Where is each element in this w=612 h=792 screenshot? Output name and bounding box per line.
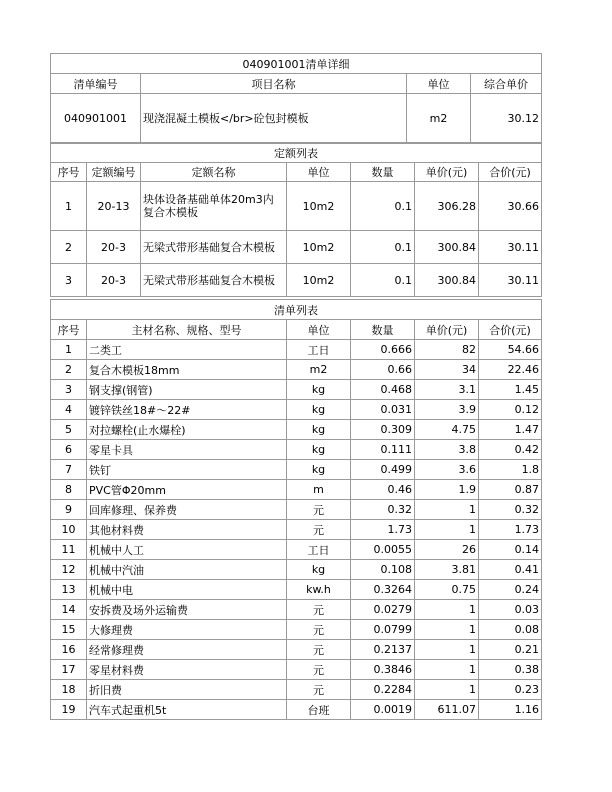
material-price: 1.9 [415, 480, 479, 500]
material-unit: kg [287, 440, 351, 460]
table-row [51, 460, 542, 480]
material-no: 4 [51, 400, 87, 420]
bill-price: 30.12 [471, 94, 542, 143]
material-price: 1 [415, 600, 479, 620]
material-no: 17 [51, 660, 87, 680]
quota-table [50, 143, 542, 297]
quota-qty: 0.1 [351, 231, 415, 264]
material-unit: 元 [287, 640, 351, 660]
bill-title: 040901001清单详细 [51, 54, 542, 74]
material-unit: 工日 [287, 340, 351, 360]
material-price: 3.6 [415, 460, 479, 480]
quota-header-code: 定额编号 [87, 163, 141, 182]
table-row [51, 360, 542, 380]
material-price: 611.07 [415, 700, 479, 720]
material-price: 3.81 [415, 560, 479, 580]
material-qty: 0.2284 [351, 680, 415, 700]
materials-body [51, 340, 542, 720]
material-price: 0.75 [415, 580, 479, 600]
material-total: 0.12 [479, 400, 542, 420]
material-no: 12 [51, 560, 87, 580]
material-no: 18 [51, 680, 87, 700]
header-bill-code: 清单编号 [51, 74, 141, 94]
material-qty: 0.499 [351, 460, 415, 480]
material-name: 复合木模板18mm [87, 360, 287, 380]
table-row [51, 480, 542, 500]
quota-no: 2 [51, 231, 87, 264]
material-no: 2 [51, 360, 87, 380]
material-unit: 台班 [287, 700, 351, 720]
material-price: 1 [415, 680, 479, 700]
material-no: 7 [51, 460, 87, 480]
material-name: 机械中人工 [87, 540, 287, 560]
quota-no: 3 [51, 264, 87, 297]
material-unit: 元 [287, 520, 351, 540]
material-no: 13 [51, 580, 87, 600]
material-price: 1 [415, 660, 479, 680]
material-qty: 0.3846 [351, 660, 415, 680]
material-name: 铁钉 [87, 460, 287, 480]
material-name: 回库修理、保养费 [87, 500, 287, 520]
material-name: 镀锌铁丝18#～22# [87, 400, 287, 420]
material-price: 1 [415, 620, 479, 640]
materials-header-unit: 单位 [287, 320, 351, 340]
material-no: 14 [51, 600, 87, 620]
quota-total: 30.66 [479, 182, 542, 231]
table-row [51, 540, 542, 560]
material-price: 3.8 [415, 440, 479, 460]
material-name: 安拆费及场外运输费 [87, 600, 287, 620]
material-total: 0.21 [479, 640, 542, 660]
material-total: 1.8 [479, 460, 542, 480]
material-no: 8 [51, 480, 87, 500]
material-name: 机械中电 [87, 580, 287, 600]
material-name: 二类工 [87, 340, 287, 360]
quota-price: 300.84 [415, 264, 479, 297]
material-total: 0.23 [479, 680, 542, 700]
material-qty: 0.468 [351, 380, 415, 400]
table-row [51, 182, 542, 231]
material-name: 汽车式起重机5t [87, 700, 287, 720]
material-total: 1.47 [479, 420, 542, 440]
material-qty: 0.0055 [351, 540, 415, 560]
material-unit: 元 [287, 620, 351, 640]
table-row [51, 600, 542, 620]
material-name: 大修理费 [87, 620, 287, 640]
table-row [51, 640, 542, 660]
bill-unit: m2 [407, 94, 471, 143]
material-unit: 元 [287, 660, 351, 680]
quota-name: 块体设备基础单体20m3内复合木模板 [141, 182, 287, 231]
table-row [51, 560, 542, 580]
material-total: 0.38 [479, 660, 542, 680]
material-unit: m2 [287, 360, 351, 380]
material-unit: kg [287, 420, 351, 440]
table-row [51, 380, 542, 400]
table-row [51, 400, 542, 420]
table-row [51, 420, 542, 440]
material-no: 9 [51, 500, 87, 520]
materials-title: 清单列表 [51, 300, 542, 320]
materials-header-qty: 数量 [351, 320, 415, 340]
material-name: 经常修理费 [87, 640, 287, 660]
bill-code: 040901001 [51, 94, 141, 143]
quota-price: 300.84 [415, 231, 479, 264]
material-unit: kg [287, 560, 351, 580]
quota-no: 1 [51, 182, 87, 231]
quota-header-total: 合价(元) [479, 163, 542, 182]
material-total: 0.03 [479, 600, 542, 620]
material-total: 1.16 [479, 700, 542, 720]
table-row [51, 620, 542, 640]
material-name: 其他材料费 [87, 520, 287, 540]
material-price: 3.9 [415, 400, 479, 420]
quota-header-qty: 数量 [351, 163, 415, 182]
material-name: PVC管Φ20mm [87, 480, 287, 500]
table-row [51, 700, 542, 720]
material-price: 4.75 [415, 420, 479, 440]
material-no: 10 [51, 520, 87, 540]
material-unit: kg [287, 380, 351, 400]
quota-unit: 10m2 [287, 264, 351, 297]
material-qty: 0.0279 [351, 600, 415, 620]
material-name: 折旧费 [87, 680, 287, 700]
material-no: 15 [51, 620, 87, 640]
materials-table [50, 299, 542, 720]
quota-total: 30.11 [479, 264, 542, 297]
material-no: 16 [51, 640, 87, 660]
quota-name: 无梁式带形基础复合木模板 [141, 264, 287, 297]
material-qty: 0.031 [351, 400, 415, 420]
material-unit: 工日 [287, 540, 351, 560]
material-total: 1.73 [479, 520, 542, 540]
materials-header-name: 主材名称、规格、型号 [87, 320, 287, 340]
material-unit: kg [287, 460, 351, 480]
materials-header-total: 合价(元) [479, 320, 542, 340]
table-row [51, 520, 542, 540]
material-total: 0.14 [479, 540, 542, 560]
material-price: 34 [415, 360, 479, 380]
material-qty: 0.0019 [351, 700, 415, 720]
quota-price: 306.28 [415, 182, 479, 231]
material-price: 3.1 [415, 380, 479, 400]
material-unit: kg [287, 400, 351, 420]
material-qty: 1.73 [351, 520, 415, 540]
quota-title: 定额列表 [51, 144, 542, 163]
quota-qty: 0.1 [351, 182, 415, 231]
material-total: 22.46 [479, 360, 542, 380]
material-total: 0.42 [479, 440, 542, 460]
material-name: 对拉螺栓(止水爆栓) [87, 420, 287, 440]
quota-qty: 0.1 [351, 264, 415, 297]
table-row [51, 500, 542, 520]
material-price: 82 [415, 340, 479, 360]
table-row [51, 660, 542, 680]
material-qty: 0.108 [351, 560, 415, 580]
material-unit: m [287, 480, 351, 500]
material-unit: kw.h [287, 580, 351, 600]
material-qty: 0.3264 [351, 580, 415, 600]
material-name: 机械中汽油 [87, 560, 287, 580]
material-qty: 0.46 [351, 480, 415, 500]
material-total: 54.66 [479, 340, 542, 360]
quota-code: 20-3 [87, 264, 141, 297]
material-price: 26 [415, 540, 479, 560]
material-unit: 元 [287, 680, 351, 700]
material-name: 钢支撑(钢管) [87, 380, 287, 400]
bill-summary-table [50, 53, 542, 143]
material-total: 0.24 [479, 580, 542, 600]
material-total: 0.08 [479, 620, 542, 640]
table-row [51, 340, 542, 360]
materials-header-price: 单价(元) [415, 320, 479, 340]
material-qty: 0.309 [351, 420, 415, 440]
quota-unit: 10m2 [287, 182, 351, 231]
material-qty: 0.0799 [351, 620, 415, 640]
material-qty: 0.32 [351, 500, 415, 520]
material-no: 6 [51, 440, 87, 460]
material-qty: 0.66 [351, 360, 415, 380]
material-qty: 0.2137 [351, 640, 415, 660]
material-total: 0.87 [479, 480, 542, 500]
table-row [51, 580, 542, 600]
material-qty: 0.666 [351, 340, 415, 360]
quota-total: 30.11 [479, 231, 542, 264]
material-no: 5 [51, 420, 87, 440]
quota-name: 无梁式带形基础复合木模板 [141, 231, 287, 264]
quota-code: 20-3 [87, 231, 141, 264]
material-price: 1 [415, 640, 479, 660]
material-no: 19 [51, 700, 87, 720]
table-row [51, 264, 542, 297]
material-unit: 元 [287, 500, 351, 520]
material-no: 11 [51, 540, 87, 560]
material-qty: 0.111 [351, 440, 415, 460]
header-item-name: 项目名称 [141, 74, 407, 94]
material-price: 1 [415, 520, 479, 540]
table-row [51, 680, 542, 700]
material-name: 零星卡具 [87, 440, 287, 460]
quota-header-price: 单价(元) [415, 163, 479, 182]
quota-header-name: 定额名称 [141, 163, 287, 182]
quota-header-no: 序号 [51, 163, 87, 182]
header-unit: 单位 [407, 74, 471, 94]
material-total: 1.45 [479, 380, 542, 400]
material-total: 0.41 [479, 560, 542, 580]
materials-header-no: 序号 [51, 320, 87, 340]
material-total: 0.32 [479, 500, 542, 520]
material-price: 1 [415, 500, 479, 520]
material-unit: 元 [287, 600, 351, 620]
table-row [51, 231, 542, 264]
quota-header-unit: 单位 [287, 163, 351, 182]
material-no: 3 [51, 380, 87, 400]
material-no: 1 [51, 340, 87, 360]
bill-name: 现浇混凝土模板</br>砼包封模板 [141, 94, 407, 143]
header-unit-price: 综合单价 [471, 74, 542, 94]
material-name: 零星材料费 [87, 660, 287, 680]
table-row [51, 440, 542, 460]
quota-unit: 10m2 [287, 231, 351, 264]
quota-code: 20-13 [87, 182, 141, 231]
